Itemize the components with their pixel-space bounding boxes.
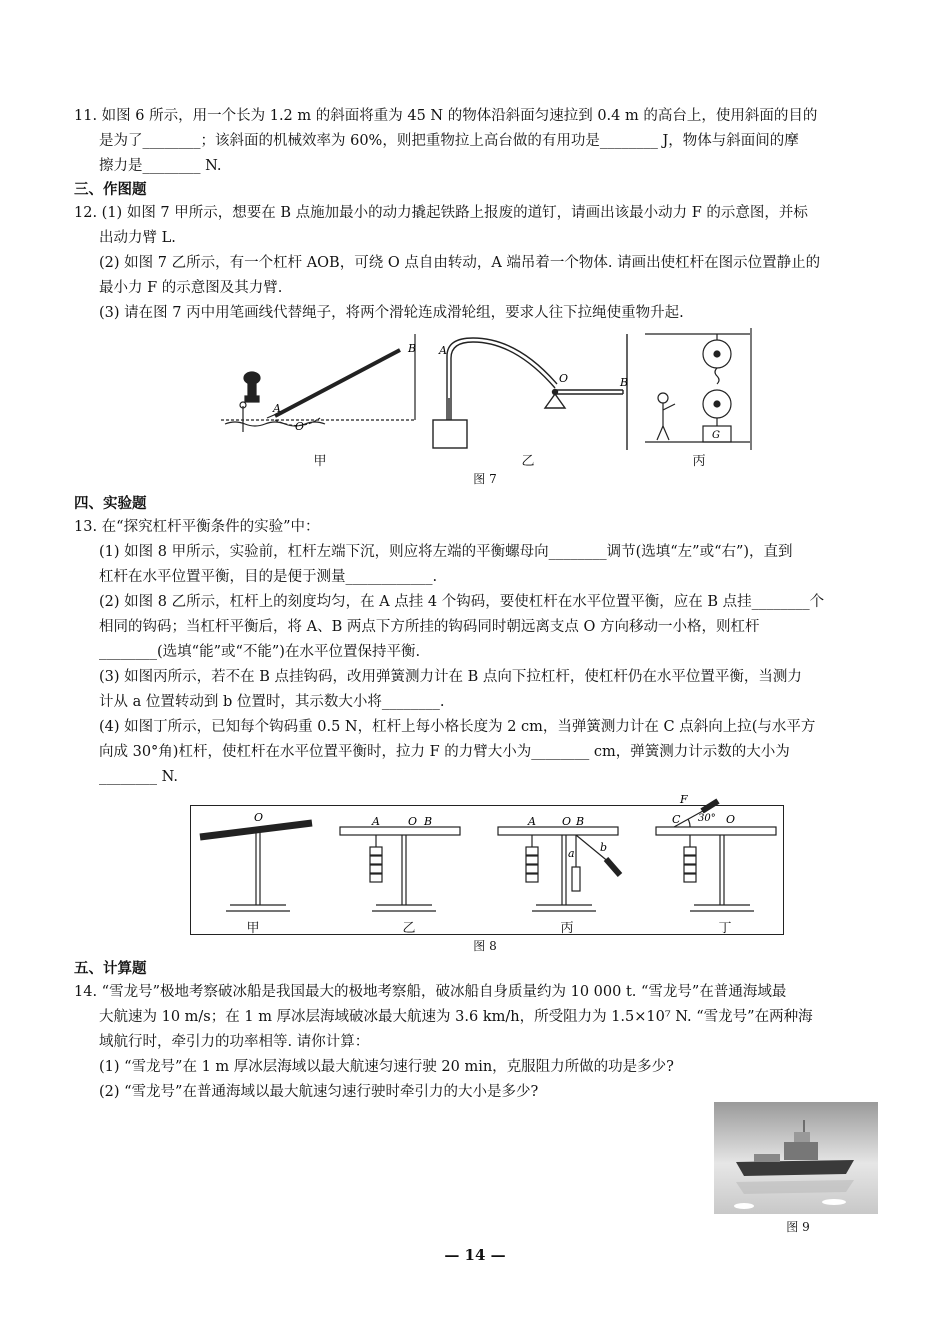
section-3-heading: 三、作图题: [74, 182, 147, 198]
question-11: [74, 104, 884, 179]
q13-line-8: 计从 a 位置转动到 b 位置时，其示数大小将________.: [99, 694, 445, 710]
fig8-caption: 图 8: [473, 939, 497, 953]
q13-line-10: 向成 30°角)杠杆，使杠杆在水平位置平衡时，拉力 F 的力臂大小为________ cm，弹簧测力计示数的大小为: [99, 744, 790, 760]
q13-line-2: (1) 如图 8 甲所示，实验前，杠杆左端下沉，则应将左端的平衡螺母向________调节(选填“左”或“右”)，直到: [99, 544, 793, 560]
fig7-label-A1: A: [273, 402, 281, 415]
q14-line-4: (1) “雪龙号”在 1 m 厚冰层海域以最大航速匀速行驶 20 min，克服阻力所做的功是多少?: [99, 1059, 674, 1075]
figure-7: [215, 328, 760, 450]
q14-line-1: 14. “雪龙号”极地考察破冰船是我国最大的极地考察船，破冰船自身质量约为 10 000 t. “雪龙号”在普通海域最: [74, 984, 787, 1000]
fig7-label-B2: B: [620, 376, 629, 389]
q12-line-4: 最小力 F 的示意图及其力臂.: [99, 280, 283, 296]
question-14: [74, 980, 884, 1105]
q14-line-5: (2) “雪龙号”在普通海域以最大航速匀速行驶时牵引力的大小是多少?: [99, 1084, 539, 1100]
fig8-label-B2: B: [424, 815, 433, 828]
fig8-label-O1: O: [254, 811, 264, 824]
q13-line-4: (2) 如图 8 乙所示，杠杆上的刻度均匀，在 A 点挂 4 个钩码，要使杠杆在水平位置平衡，应在 B 点挂________个: [99, 594, 825, 610]
fig7-label-B1: B: [408, 342, 417, 355]
q11-line-3: 擦力是________ N.: [99, 158, 222, 174]
q13-line-3: 杠杆在水平位置平衡，目的是便于测量____________.: [99, 569, 438, 585]
fig8-label-O3: O: [562, 815, 572, 828]
fig7-bing-pulleys: [645, 328, 751, 450]
fig8-label-b: b: [600, 841, 608, 854]
fig8-sub-yi: 乙: [402, 921, 416, 936]
figure-9-ship-photo: [714, 1102, 878, 1214]
q11-line-2: 是为了________；该斜面的机械效率为 60%，则把重物拉上高台做的有用功是________ J，物体与斜面间的摩: [99, 133, 799, 149]
fig7-sub-jia: 甲: [313, 454, 327, 469]
fig8-label-O2: O: [408, 815, 418, 828]
fig8-stands: [200, 801, 776, 911]
q12-line-5: (3) 请在图 7 丙中用笔画线代替绳子，将两个滑轮连成滑轮组，要求人往下拉绳使重物升起.: [99, 305, 684, 321]
fig7-label-A2: A: [439, 344, 447, 357]
q14-line-3: 域航行时，牵引力的功率相等. 请你计算：: [99, 1034, 370, 1050]
fig8-sub-bing: 丙: [560, 921, 574, 936]
fig8-label-C: C: [672, 813, 681, 826]
question-13: [74, 515, 884, 790]
fig8-label-A3: A: [528, 815, 536, 828]
fig7-yi-lever: [433, 334, 627, 450]
fig7-caption: 图 7: [473, 472, 497, 486]
fig8-label-angle: 30°: [698, 813, 716, 824]
fig7-sub-bing: 丙: [692, 454, 706, 469]
q12-line-3: (2) 如图 7 乙所示，有一个杠杆 AOB，可绕 O 点自由转动，A 端吊着一个物体. 请画出使杠杆在图示位置静止的: [99, 255, 821, 271]
q13-line-7: (3) 如图丙所示，若不在 B 点挂钩码，改用弹簧测力计在 B 点向下拉杠杆，使杠杆仍在水平位置平衡，当测力: [99, 669, 802, 685]
section-5-heading: 五、计算题: [74, 961, 147, 977]
fig8-label-B3: B: [576, 815, 585, 828]
q12-line-2: 出动力臂 L.: [99, 230, 176, 246]
fig8-label-O4: O: [726, 813, 736, 826]
figure-8: [190, 793, 785, 935]
fig7-jia-lever: [221, 334, 415, 432]
q13-line-6: ________(选填“能”或“不能”)在水平位置保持平衡.: [99, 644, 421, 660]
fig8-sub-ding: 丁: [718, 921, 732, 936]
q14-line-2: 大航速为 10 m/s；在 1 m 厚冰层海域破冰最大航速为 3.6 km/h，所受阻力为 1.5×10⁷ N. “雪龙号”在两种海: [99, 1009, 813, 1025]
page-number: — 14 —: [444, 1246, 506, 1264]
fig8-label-F: F: [680, 793, 688, 806]
fig7-sub-yi: 乙: [521, 454, 535, 469]
fig8-sub-jia: 甲: [246, 921, 260, 936]
fig9-caption: 图 9: [786, 1220, 810, 1234]
q13-line-1: 13. 在“探究杠杆平衡条件的实验”中：: [74, 519, 320, 535]
q12-line-1: 12. (1) 如图 7 甲所示，想要在 B 点施加最小的动力撬起铁路上报废的道钉，请画出该最小动力 F 的示意图，并标: [74, 205, 808, 221]
fig7-label-O2: O: [559, 372, 569, 385]
q13-line-9: (4) 如图丁所示，已知每个钩码重 0.5 N，杠杆上每小格长度为 2 cm，当弹簧测力计在 C 点斜向上拉(与水平方: [99, 719, 816, 735]
fig8-label-a: a: [568, 847, 575, 860]
q11-line-1: 11. 如图 6 所示，用一个长为 1.2 m 的斜面将重为 45 N 的物体沿斜面匀速拉到 0.4 m 的高台上，使用斜面的目的: [74, 108, 818, 124]
q13-line-11: ________ N.: [99, 769, 178, 785]
q13-line-5: 相同的钩码；当杠杆平衡后，将 A、B 两点下方所挂的钩码同时朝远离支点 O 方向移动一小格，则杠杆: [99, 619, 760, 635]
fig7-label-G: G: [712, 430, 720, 441]
fig7-label-O1: O: [295, 420, 305, 433]
section-4-heading: 四、实验题: [74, 496, 147, 512]
question-12: [74, 201, 884, 326]
fig8-label-A2: A: [372, 815, 380, 828]
